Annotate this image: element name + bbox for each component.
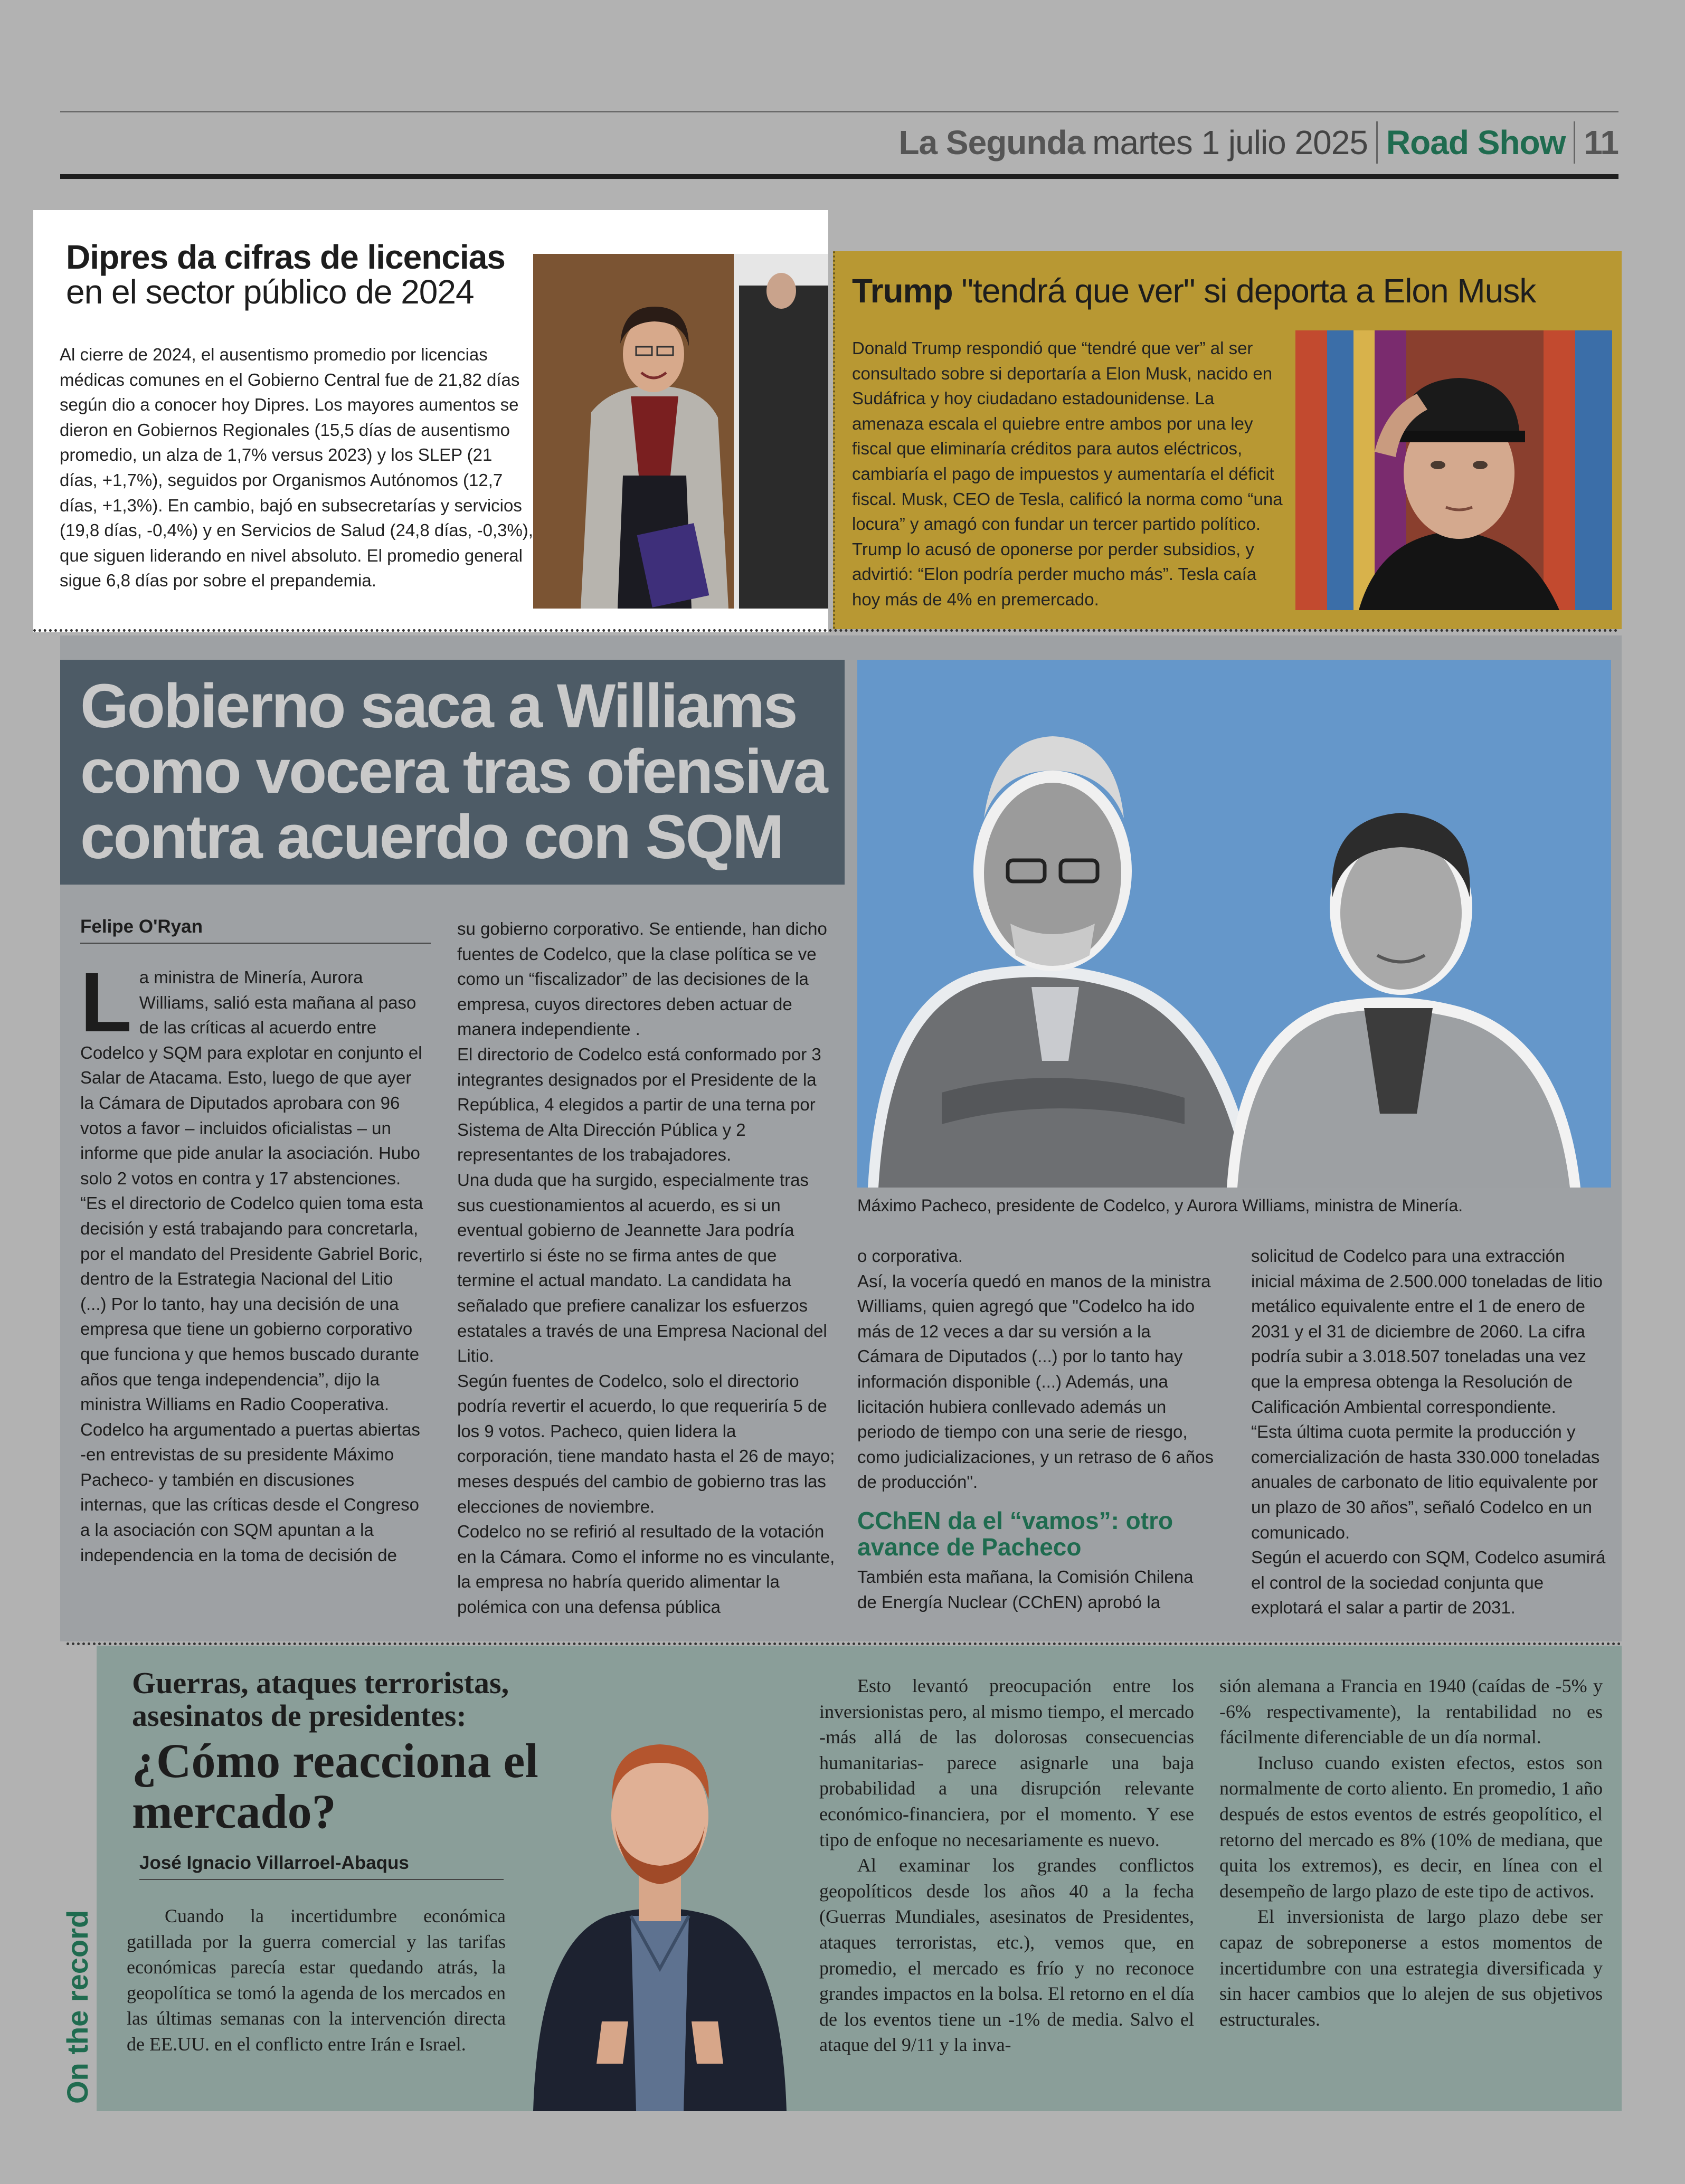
main-headline-box [60, 660, 845, 885]
paragraph: a ministra de Minería, Aurora Williams, salió esta mañana al paso de las críticas al acuerdo entre Codelco y SQM para explotar en conjunto el Salar de Atacama. Esto, luego de que ayer la Cámara de Diputados aprobara con 96 votos a favor – incluidos oficialistas – un informe que pide anular la asociación. Hubo solo 2 votos en contra y 17 abstenciones. [80, 967, 422, 1188]
dipres-body: Al cierre de 2024, el ausentismo promedio por licencias médicas comunes en el Gobierno Central fue de 21,82 días según dio a conocer hoy Dipres. Los mayores aumentos se dieron en Gobiernos Regionales (15,5 días de ausentismo promedio, un alza de 1,7% versus 2023) y los SLEP (21 días, +1,7%), seguidos por Organismos Autónomos (12,7 días, +1,3%). En cambio, bajó en subsecretarías y servicios (19,8 días, -0,4%) y en Servicios de Salud (24,8 días, -0,3%), que siguen liderando en nivel absoluto. El promedio general sigue 6,8 días por sobre el prepandemia. [60, 345, 533, 591]
masthead-divider [1574, 121, 1575, 164]
dipres-title [66, 240, 525, 309]
dipres-title-rest: en el sector público de 2024 [66, 273, 474, 311]
paragraph: Incluso cuando existen efectos, estos son normalmente de corto aliento. En promedio, 1 año después de estos eventos de estrés geopolítico, el retorno del mercado es 8% (10% de mediana, que quita los extremos), es decir, en línea con el desempeño de largo plazo de este tipo de activos. [1219, 1752, 1603, 1902]
dipres-title-bold: Dipres da cifras de licencias [66, 238, 505, 276]
header-bottom-rule [60, 174, 1618, 179]
paragraph: Una duda que ha surgido, especialmente tras sus cuestionamientos al acuerdo, es si un eventual gobierno de Jeannette Jara podría revertirlo si éste no se firma antes de que termine el actual mandato. La candidata ha señalado que prefiere canalizar los esfuerzos estatales a través de una Empresa Nacional del Litio. [457, 1170, 827, 1366]
trump-title-bold: Trump [852, 272, 953, 310]
opinion-column-2 [819, 1673, 1194, 2058]
opinion-title: ¿Cómo reacciona el mercado? [132, 1734, 538, 1838]
header-top-rule [60, 111, 1618, 112]
author-photo [517, 1694, 802, 2111]
opinion-byline: José Ignacio Villarroel-Abaqus [139, 1853, 504, 1880]
paragraph: Cuando la incertidumbre económica gatillada por la guerra comercial y las tarifas económicas parecía estar quedando atrás, la geopolítica se tomó la agenda de los mercados en las últimas semanas con la intervención directa de EE.UU. en el conflicto entre Irán e Israel. [127, 1905, 506, 2055]
paragraph: o corporativa. [857, 1246, 963, 1266]
paragraph: El inversionista de largo plazo debe ser capaz de sobreponerse a estos momentos de incertidumbre con una estrategia diversificada y sin hacer cambios que lo alejen de sus objetivos estructurales. [1219, 1906, 1603, 2030]
masthead-section: Road Show [1386, 124, 1566, 162]
paragraph: El directorio de Codelco está conformado por 3 integrantes designados por el Presidente de la República, 4 elegidos a partir de una terna por Sistema de Alta Dirección Pública y 2 representantes de los trabajadores. [457, 1044, 821, 1165]
opinion-column-1 [127, 1903, 506, 2057]
opinion-section-text: On the record [61, 1910, 94, 2104]
paragraph: “Esta última cuota permite la producción y comercialización de hasta 330.000 toneladas anuales de carbonato de litio equivalente por un plazo de 30 años”, señaló Codelco en un comunicado. [1251, 1422, 1600, 1542]
main-headline: Gobierno saca a Williams como vocera tras ofensiva contra acuerdo con SQM [80, 671, 827, 872]
paragraph: Así, la vocería quedó en manos de la ministra Williams, quien agregó que "Codelco ha ido más de 12 veces a dar su versión a la Cámara de Diputados (...) por lo tanto hay información disponible (...) Además, una licitación hubiera conllevado además un periodo de tiempo con una serie de riesgo, como judicializaciones, y un retraso de 6 años de producción". [857, 1271, 1214, 1492]
trump-body: Donald Trump respondió que “tendré que ver” al ser consultado sobre si deportaría a Elon Musk, nacido en Sudáfrica y hoy ciudadano estadounidense. La amenaza escala el quiebre entre ambos por una ley fiscal que eliminaría créditos para autos eléctricos, cambiaría el pago de impuestos y aumentaría el déficit fiscal. Musk, CEO de Tesla, calificó la norma como “una locura” y amagó con fundar un tercer partido político. Trump lo acusó de oponerse por perder subsidios, y advirtió: “Elon podría perder mucho más”. Tesla caía hoy más de 4% en premercado. [852, 338, 1283, 609]
paragraph: Según fuentes de Codelco, solo el directorio podría revertir el acuerdo, lo que requeriría 5 de los 9 votos. Pacheco, quien lidera la corporación, tiene mandato hasta el 26 de mayo; meses después del cambio de gobierno tras las elecciones de noviembre. [457, 1371, 835, 1516]
musk-photo [1295, 330, 1612, 610]
trump-title-rest: "tendrá que ver" si deporta a Elon Musk [952, 272, 1536, 310]
dipres-photo [533, 254, 828, 609]
paragraph: Según el acuerdo con SQM, Codelco asumirá el control de la sociedad conjunta que explotará el salar a partir de 2031. [1251, 1547, 1606, 1618]
trump-title [852, 271, 1612, 310]
opinion-kicker: Guerras, ataques terroristas, asesinatos de presidentes: [132, 1666, 509, 1733]
paragraph: su gobierno corporativo. Se entiende, han dicho fuentes de Codelco, que la clase política se ve como un “fiscalizador” de las decisiones de la empresa, cuyos directores deben actuar de manera independiente . [457, 919, 827, 1039]
main-column-1 [80, 955, 423, 1568]
main-column-4 [1251, 1243, 1612, 1620]
main-column-2 [457, 916, 835, 1620]
paragraph: También esta mañana, la Comisión Chilena de Energía Nuclear (CChEN) aprobó la [857, 1566, 1194, 1612]
paragraph: Al examinar los grandes conflictos geopolíticos desde los años 40 a la fecha (Guerras Mundiales, asesinatos de Presidentes, ataques terroristas, etc.), vemos que, en promedio, el mercado es frío y no reconoce grandes impactos en la bolsa. El retorno en el día de los eventos tiene un -1% de media. Salvo el ataque del 9/11 y la inva- [819, 1855, 1194, 2056]
paragraph: Codelco no se refirió al resultado de la votación en la Cámara. Como el informe no es vinculante, la empresa no habría querido alimentar la polémica con una defensa pública [457, 1522, 835, 1617]
section-divider-dotted [33, 629, 1618, 632]
masthead [898, 117, 1618, 168]
masthead-page-number: 11 [1584, 124, 1618, 162]
trump-brief [833, 251, 1622, 629]
main-column-3 [857, 1243, 1216, 1615]
photo-caption: Máximo Pacheco, presidente de Codelco, y Aurora Williams, ministra de Minería. [857, 1196, 1463, 1215]
paragraph: solicitud de Codelco para una extracción inicial máxima de 2.500.000 toneladas de litio metálico equivalente entre el 1 de enero de 2031 y el 31 de diciembre de 2060. La cifra podría subir a 3.018.507 toneladas una vez que la empresa obtenga la Resolución de Calificación Ambiental correspondiente. [1251, 1246, 1603, 1417]
opinion-column-3 [1219, 1673, 1603, 2032]
paragraph: Esto levantó preocupación entre los inversionistas pero, al mismo tiempo, el mercado -más allá de las dolorosas consecuencias humanitarias- parece asignarle una baja probabilidad a una disrupción relevante económico-financiera, por el momento. Y ese tipo de enfoque no necesariamente es nuevo. [819, 1675, 1194, 1850]
opinion-section-label [60, 1646, 97, 2111]
main-byline: Felipe O'Ryan [80, 916, 431, 944]
masthead-divider [1376, 121, 1378, 164]
dipres-brief [33, 210, 828, 632]
masthead-paper-name: La Segunda [898, 124, 1085, 162]
paragraph: sión alemana a Francia en 1940 (caídas de -5% y -6% respectivamente), la rentabilidad no es fácilmente diferenciable de un día normal. [1219, 1675, 1603, 1748]
main-dropcap: L [80, 955, 132, 1049]
paragraph: Codelco ha argumentado a puertas abiertas -en entrevistas de su presidente Máximo Pacheco- y también en discusiones internas, que las críticas desde el Congreso a la asociación con SQM apuntan a la independencia en la toma de decisión de [80, 1419, 420, 1565]
pacheco-williams-photo [857, 660, 1611, 1188]
paragraph: “Es el directorio de Codelco quien toma esta decisión y está trabajando para concretarla, por el mandato del Presidente Gabriel Boric, dentro de la Estrategia Nacional del Litio (...) Por lo tanto, hay una decisión de una empresa que tiene un gobierno corporativo que funciona y que hemos buscado durante años que tenga independencia”, dijo la ministra Williams en Radio Cooperativa. [80, 1193, 423, 1414]
cchen-subhead: CChEN da el “vamos”: otro avance de Pacheco [857, 1506, 1173, 1561]
masthead-date: martes 1 julio 2025 [1092, 124, 1368, 162]
